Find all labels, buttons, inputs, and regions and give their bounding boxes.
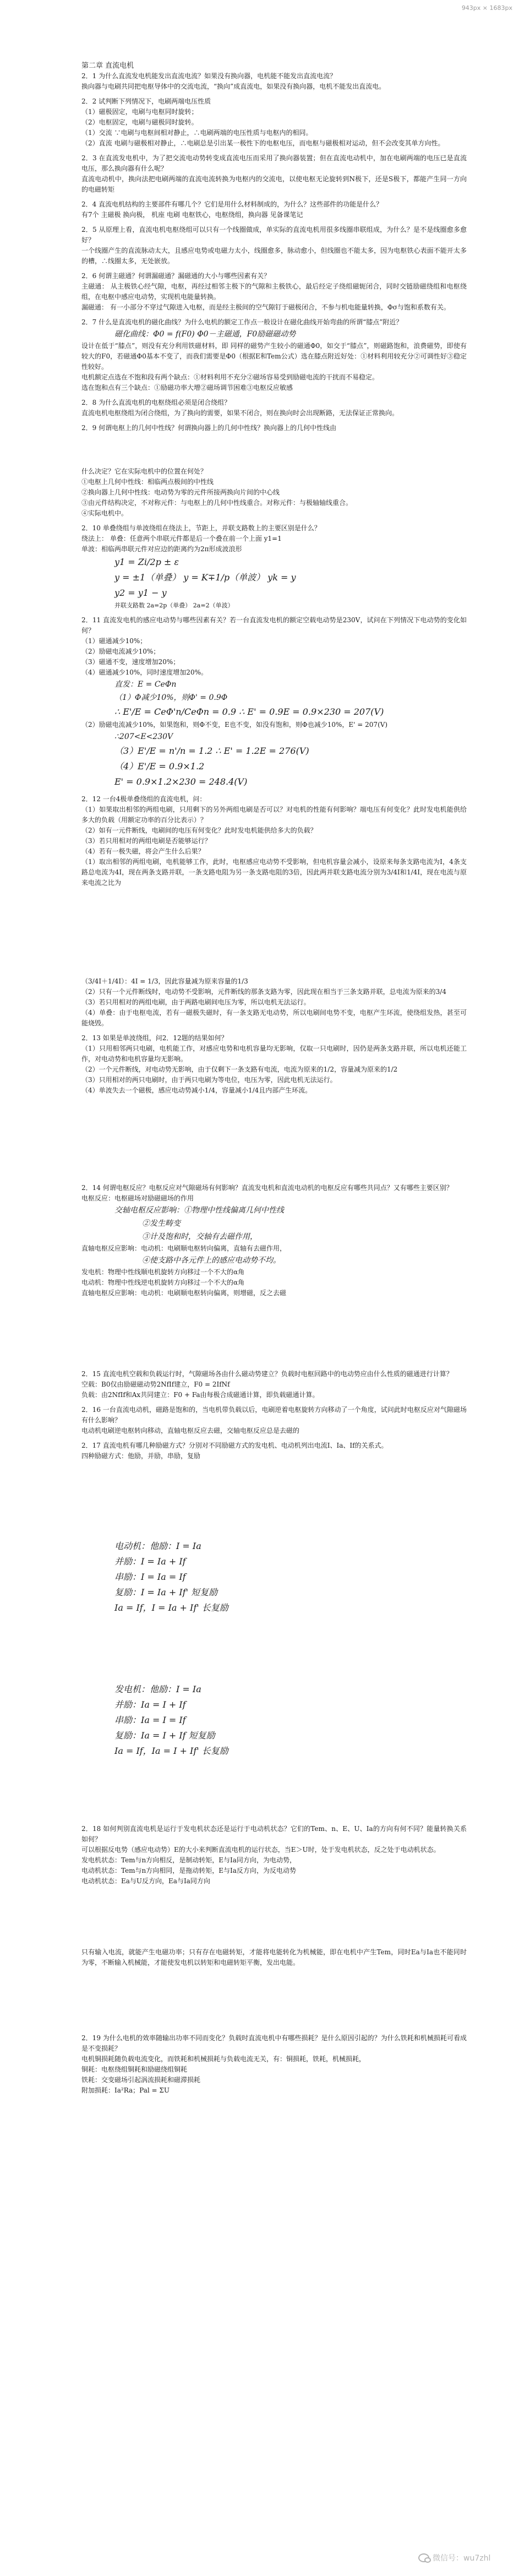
text-line: 2．15 直流电机空载和负载运行时，气隙磁场各由什么磁动势建立？负载时电枢回路中的电动势应由什么性质的磁通进行计算？ bbox=[81, 1370, 453, 1378]
text-line: 换向器与电刷共同把电枢导体中的交流电流，“换向”成直流电，如果没有换向器，电机不能发出直流电。 bbox=[81, 83, 386, 90]
formula-line: ∴207<E<230V bbox=[114, 732, 173, 741]
text-line: 2．11 直流发电机的感应电动势与哪些因素有关？若一台直流发电机的额定空载电动势是230V，试问在下列情况下电动势的变化如何？ bbox=[81, 616, 467, 634]
formula-line: E' = 0.9×1.2×230 = 248.4(V) bbox=[114, 776, 248, 787]
text-line: 2．3 在直流发电机中，为了把交流电动势转变成直流电压而采用了换向器装置；但在直流电动机中，加在电刷两端的电压已是直流电压，那么换向器有什么呢？ bbox=[81, 154, 467, 172]
text-line: 只有输入电流，就能产生电磁功率；只有存在电磁转矩，才能将电能转化为机械能，即在电机中产生Tem，同时Ea与Ia也不能同时为零，不断输入机械能，才能使发电机以转矩和电磁转矩平衡，发出电能。 bbox=[81, 1948, 467, 1966]
text-line: （1）磁通减少10%； bbox=[81, 637, 147, 645]
formula-line: ∴ E'/E = CeΦ'n/CeΦn = 0.9 ∴ E' = 0.9E = 0.9×230 = 207(V) bbox=[114, 707, 384, 717]
text-line: 选在饱和点有三个缺点：①励磁功率大增②磁场调节困难③电枢反应敏感 bbox=[81, 384, 293, 392]
text-line: ③由元件结构决定，不对称元件：与电枢上的几何中性线重合。对称元件：与极轴轴线重合。 bbox=[81, 499, 353, 507]
text-line: 直流电动机中，换向法把电刷两端的直流电流转换为电枢内的交流电，以使电枢无论旋转到N极下，还是S极下，都能产生同一方向的电磁转矩 bbox=[81, 175, 467, 193]
formula-line: （3）E'/E = n'/n = 1.2 ∴ E' = 1.2E = 276(V) bbox=[114, 746, 309, 756]
caption-line: 并联支路数 2a=2p（单叠） 2a=2（单波） bbox=[114, 602, 234, 609]
formula-line: 磁化曲线：Φ0 = f(F0) Φ0－主磁通，F0励磁磁动势 bbox=[114, 330, 296, 339]
text-line: （4）磁通减少10%，同时速度增加20%。 bbox=[81, 669, 207, 676]
text-line: 电动机状态：Ea与U反方向，Ea与Ia同方向 bbox=[81, 1877, 210, 1885]
formula-line: Ia = If，Ia = I + If' 长复励 bbox=[114, 1746, 228, 1756]
text-line: （2）一个元件断线，对电动势无影响，由于仅剩下一条支路有电流，电流为原来的1/2，容量减为原来的1/2 bbox=[81, 1066, 398, 1073]
text-line: 负载：由2NfIf和Ax共同建立：F0 + Fa由每极合成磁通计算，即负载磁通计算。 bbox=[81, 1391, 319, 1399]
text-line: 2．12 一台4极单叠绕组的直流电机，问： bbox=[81, 795, 206, 803]
document-page bbox=[81, 61, 467, 2096]
text-line: 2．1 为什么直流发电机能发出直流电流？如果没有换向器，电机能不能发出直流电流？ bbox=[81, 72, 337, 80]
text-line: （2）励磁电流减少10%，如果饱和，则Φ不变，E也不变，如没有饱和，则Φ也减少10%，E' = 207(V) bbox=[81, 721, 388, 729]
text-line: 直轴电枢反应影响：电动机：电刷顺电枢转向偏离，则增磁，反之去磁 bbox=[81, 1289, 287, 1297]
image-size-label: 943px × 1683px bbox=[461, 4, 512, 12]
formula-line: 串励：Ia = I = If bbox=[114, 1715, 186, 1725]
text-line: 有7个 主磁极 换向极， 机座 电刷 电枢铁心，电枢绕组，换向器 见备课笔记 bbox=[81, 211, 303, 219]
formula-line: （1）Φ减少10%，则Φ' = 0.9Φ bbox=[114, 693, 228, 702]
page-gap bbox=[81, 1298, 467, 1365]
text-line: 四种励磁方式：他励，并励，串励，复励 bbox=[81, 1452, 201, 1460]
text-line: 单波：相临两串联元件对应边的距离约为2π形成波浪形 bbox=[81, 545, 242, 553]
text-line: 主磁通： 从主极铁心经气隙，电枢，再经过相邻主极下的气隙和主极铁心，最后经定子绕组磁轭闭合，同时交链励磁绕组和电枢绕组，在电枢中感应电动势，实现机电能量转换。 bbox=[81, 282, 467, 301]
page-gap bbox=[81, 1759, 467, 1819]
page-gap bbox=[81, 1887, 467, 1947]
text-line: 附加损耗：Ia²Ra；Pal = ΣU bbox=[81, 2086, 170, 2094]
text-line: （1）取出相邻的两组电刷，电机能够工作，此时，电枢感应电动势不受影响，但电机容量会减小，设原来每条支路电流为I，4条支路总电流为4I，现在两条支路并联，一条支路电阻为另一条支路电阻的3倍，因此两并联支路电流分别为3/4I和1/4I，现在电流与原来电流之比为 bbox=[81, 858, 467, 887]
text-line: 电动机：物理中性线逆电机旋转方向移过一个不大的α角 bbox=[81, 1279, 245, 1286]
formula-line: 电动机：他励：I = Ia bbox=[114, 1541, 201, 1551]
text-line: 电动机电刷逆电枢转向移动，直轴电枢反应去磁，交轴电枢反应总是去磁的 bbox=[81, 1427, 300, 1434]
text-line: 绕法上： 单叠：任意两个串联元件都是后一个叠在前一个上面 y1=1 bbox=[81, 535, 282, 542]
page-gap bbox=[81, 1096, 467, 1178]
text-line: （2）励磁电流减少10%； bbox=[81, 648, 160, 655]
watermark-text: 微信号：wu7zhl bbox=[433, 2554, 491, 2563]
formula-line: 串励：I = Ia = If bbox=[114, 1572, 186, 1582]
text-line: （2）直流 电刷与磁极相对静止，∴电刷总是引出某一极性下的电枢电压，而电枢与磁极相对运动，但不会改变其单方向性。 bbox=[81, 139, 445, 147]
text-line: 2．14 何谓电枢反应？电枢反应对气隙磁场有何影响？直流发电机和直流电动机的电枢反应有哪些共同点？又有哪些主要区别？ bbox=[81, 1184, 453, 1192]
text-line: （3）若只用相对的两组电刷是否能够运行？ bbox=[81, 837, 211, 845]
text-line: 2．6 何谓主磁通？何谓漏磁通？漏磁通的大小与哪些因素有关？ bbox=[81, 272, 271, 280]
wechat-watermark bbox=[418, 2552, 490, 2563]
formula-line: ④使支路中各元件上的感应电动势不均。 bbox=[142, 1256, 281, 1265]
text-line: 2．9 何谓电枢上的几何中性线？何谓换向器上的几何中性线？换向器上的几何中性线由 bbox=[81, 424, 337, 432]
formula-line: 直发：E = CeΦn bbox=[114, 680, 177, 689]
formula-line: 发电机：他励：I = Ia bbox=[114, 1684, 201, 1694]
page-gap bbox=[81, 433, 467, 466]
formula-line: y1 = Zi/2p ± ε bbox=[114, 557, 179, 567]
text-line: 2．7 什么是直流电机的磁化曲线？为什么电机的额定工作点一般设计在磁化曲线开始弯曲的所谓“膝点”附近？ bbox=[81, 318, 403, 326]
text-line: ④实际电机中。 bbox=[81, 509, 128, 517]
page-gap bbox=[81, 888, 467, 976]
text-line: （3）若只用相对的两组电刷，由于两路电刷间电压为零，所以电机无法运行。 bbox=[81, 998, 310, 1006]
text-line: （1）交流 ∵电刷与电枢间相对静止，∴电刷两端的电压性质与电枢内的相同。 bbox=[81, 129, 313, 137]
text-line: 2．2 试判断下列情况下，电刷两端电压性质 bbox=[81, 97, 211, 105]
text-line: 电机铜损耗随负载电流变化，而铁耗和机械损耗与负载电流无关，有：铜损耗，铁耗，机械损耗， bbox=[81, 2055, 366, 2063]
text-line: 2．5 从原理上看，直流电机电枢绕组可以只有一个线圈做成，单实际的直流电机用很多线圈串联组成，为什么？是不是线圈愈多愈好？ bbox=[81, 226, 467, 244]
text-line: （4）单波失去一个磁极，感应电动势减小1/4，容量减小1/4且内部产生环流。 bbox=[81, 1086, 312, 1094]
formula-line: 复励：I = Ia + If' 短复励 bbox=[114, 1587, 218, 1597]
page-gap bbox=[81, 1616, 467, 1682]
formula-line: （4）E'/E = 0.9×1.2 bbox=[114, 761, 205, 771]
page-gap bbox=[81, 1461, 467, 1539]
text-line: 铜耗：电枢绕组铜耗和励磁绕组铜耗 bbox=[81, 2066, 188, 2073]
text-line: 2．17 直流电机有哪几种励磁方式？分别对不同励磁方式的发电机、电动机列出电流I、Ia、If的关系式。 bbox=[81, 1442, 388, 1449]
text-line: 2．4 直流电机结构的主要部件有哪几个？它们是用什么材料制成的，为什么？这些部件的功能是什么？ bbox=[81, 200, 383, 208]
text-line: 2．19 为什么电机的效率随输出功率不同而变化？负载时直流电机中有哪些损耗？是什么原因引起的？为什么铁耗和机械损耗可看成是不变损耗？ bbox=[81, 2034, 467, 2052]
text-line: ①电枢上几何中性线：相临两点极间的中性线 bbox=[81, 478, 214, 486]
text-line: 电枢反应：电枢磁场对励磁磁场的作用 bbox=[81, 1194, 194, 1202]
formula-line: 并励：Ia = I + If bbox=[114, 1699, 186, 1710]
text-line: 漏磁通： 有一小部分不穿过气隙进入电枢，而是经主极间的空气隙钉于磁极闭合，不参与机电能量转换，Φσ与饱和系数有关。 bbox=[81, 303, 450, 311]
formula-line: y2 = y1 − y bbox=[114, 588, 167, 598]
formula-line: 并励：I = Ia + If bbox=[114, 1556, 186, 1567]
text-line: 2．13 如果是单波绕组，问2．12题的结果如何？ bbox=[81, 1034, 228, 1042]
text-line: 铁耗：交变磁场引起涡流损耗和磁滞损耗 bbox=[81, 2076, 201, 2084]
formula-line: y = ±1（单叠） y = K∓1/p（单波） yk = y bbox=[114, 572, 296, 583]
formula-line: Ia = If，I = Ia + If' 长复励 bbox=[114, 1602, 228, 1613]
page-gap bbox=[81, 1968, 467, 2029]
text-line: 什么决定？它在实际电机中的位置在何处？ bbox=[81, 468, 207, 475]
text-line: 电动机状态：Tem与n方向相同，是拖动转矩，E与Ia反方向，为反电动势 bbox=[81, 1867, 296, 1874]
text-line: （3）只用相对的两只电刷时，由于两只电刷为等电位，电压为零，因此电机无法运行。 bbox=[81, 1076, 337, 1084]
text-line: （4）单叠：由于电枢电流，若有一磁极失磁时，有一条支路无电动势，所以电刷间电势不变，电枢产生环流，使绕组发热，甚至可能烧毁。 bbox=[81, 1009, 467, 1027]
text-line: （1）磁极固定，电刷与电枢同时旋转； bbox=[81, 108, 198, 116]
text-line: （1）只用相邻两只电刷，电机能工作，对感应电势和电机容量均无影响，仅取一只电刷时，因仍是两条支路并联，所以电机还能工作，对电动势和电机容量均无影响。 bbox=[81, 1045, 467, 1063]
text-line: 一个线圈产生的直流脉动太大，且感应电势或电磁力太小，线圈愈多，脉动愈小，但线圈也不能太多，因为电枢铁心表面不能开太多的槽，∴线圈太多，无处嵌放。 bbox=[81, 247, 467, 265]
text-line: 发电机状态：Tem与n方向相反，是制动转矩，E与Ia同方向，为电动势， bbox=[81, 1856, 296, 1864]
formula-line: 复励：Ia = I + If 短复励 bbox=[114, 1730, 215, 1741]
text-line: 2．8 为什么直流电机的电枢绕组必须是闭合绕组？ bbox=[81, 399, 231, 406]
text-line: （1）如果取出相邻的两组电刷，只用剩下的另外两组电刷是否可以？对电机的性能有何影响？端电压有何变化？此时发电机能供给多大的负载（用额定功率的百分比表示）？ bbox=[81, 806, 467, 824]
wechat-icon bbox=[418, 2553, 429, 2562]
text-line: 2．16 一台直流电动机，磁路是饱和的，当电机带负载以后，电刷逆着电枢旋转方向移动了一个角度，试问此时电枢反应对气隙磁场有什么影响？ bbox=[81, 1406, 467, 1424]
text-line: （3/4I＋1/4I）：4I = 1/3，因此容量减为原来容量的1/3 bbox=[81, 977, 248, 985]
text-line: 2．10 单叠绕组与单波绕组在绕法上，节距上，并联支路数上的主要区别是什么？ bbox=[81, 524, 321, 532]
formula-line: ③计及饱和时，交轴有去磁作用， bbox=[142, 1232, 258, 1241]
text-line: （3）磁通不变，速度增加20%； bbox=[81, 658, 180, 666]
text-line: （2）只有一个元件断线时，电动势不受影响，元件断线的那条支路为零，因此现在相当于三条支路并联，总电流为原来的3/4 bbox=[81, 988, 446, 996]
text-line: 设计在低于“膝点”，则没有充分利用铁磁材料，即 同样的磁势产生较小的磁通Φ0，如交于“膝点”，则磁路饱和，浪费磁势，即使有较大的F0，若磁通Φ0基本不变了，而我们需要是Φ0（根据E和Tem公式）选在膝点附近好处：①材料利用较充分②可调性好③稳定性较好。 bbox=[81, 342, 467, 371]
text-line: （2）电枢固定，电刷与磁极同时旋转。 bbox=[81, 118, 198, 126]
text-line: 发电机：物理中性线顺电机旋转方向移过一个不大的α角 bbox=[81, 1268, 245, 1276]
text-line: 2．18 如何判别直流电机是运行于发电机状态还是运行于电动机状态？它们的Tem、n、E、U、Ia的方向有何不同？能量转换关系如何？ bbox=[81, 1825, 467, 1843]
text-line: 可以根据反电势（感应电动势）E的大小来判断直流电机的运行状态，当E＞U时，处于发电机状态，反之处于电动机状态。 bbox=[81, 1846, 440, 1854]
formula-line: 交轴电枢反应影响：①物理中性线偏离几何中性线 bbox=[114, 1206, 284, 1215]
formula-line: ②发生畴变 bbox=[142, 1219, 181, 1228]
text-line: （4）若有一极失磁，将会产生什么后果？ bbox=[81, 847, 205, 855]
text-line: 直流电机电枢绕组为闭合绕组，为了换向的需要，如果不闭合，则在换向时会出现断路，无法保证正常换向。 bbox=[81, 409, 399, 417]
text-line: 空载：B0仅由励磁磁动势2NfIf建立，F0 = 2IfNf bbox=[81, 1381, 230, 1388]
text-line: 电机额定点选在不饱和段有两个缺点：①材料利用不充分②磁场容易受到励磁电流的干扰而不易稳定。 bbox=[81, 373, 379, 381]
text-line: 直轴电枢反应影响：电动机：电刷顺电枢转向偏离，直轴有去磁作用， bbox=[81, 1244, 287, 1252]
chapter-title: 第二章 直流电机 bbox=[81, 62, 134, 70]
text-line: ②换向器上几何中性线：电动势为零的元件所接两换向片间的中心线 bbox=[81, 488, 280, 496]
text-line: （2）如有一元件断线，电刷间的电压有何变化？此时发电机能供给多大的负载？ bbox=[81, 827, 317, 834]
